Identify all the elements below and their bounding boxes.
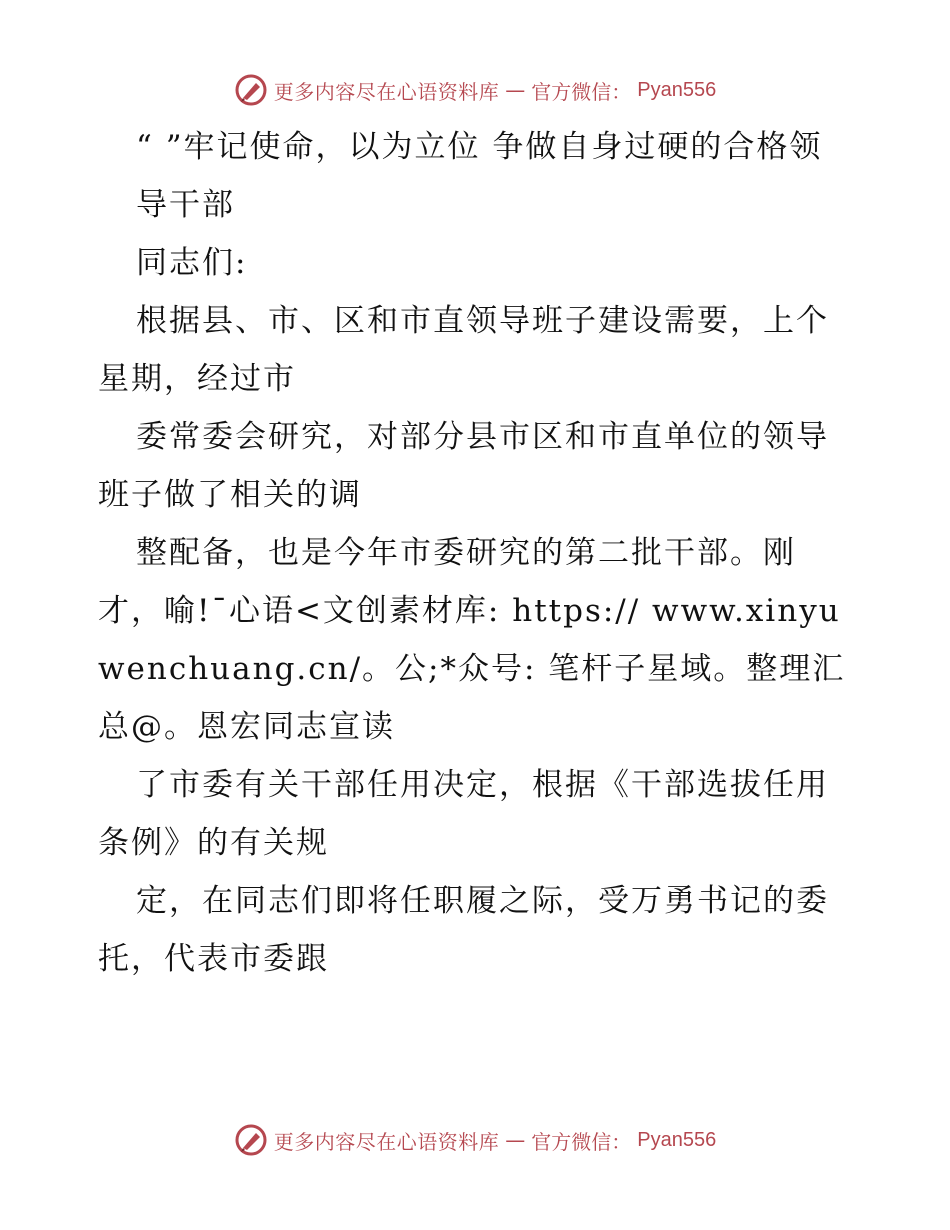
paragraph-body-2: 委常委会研究，对部分县市区和市直单位的领导班子做了相关的调 <box>98 419 829 513</box>
footer-banner <box>0 1120 950 1160</box>
document-body <box>98 118 858 988</box>
footer-dash: — <box>505 1128 526 1152</box>
footer-wechat-id: Pyan556 <box>637 1128 717 1151</box>
header-brand-text: 更多内容尽在心语资料库 <box>273 79 500 104</box>
paragraph-body-5: 定，在同志们即将任职履之际，受万勇书记的委托，代表市委跟 <box>98 883 829 977</box>
pen-logo-icon <box>234 73 268 107</box>
paragraph-title: “ ”牢记使命，以为立位 争做自身过硬的合格领 <box>136 129 823 165</box>
paragraph-body-1: 根据县、市、区和市直领导班子建设需要，上个星期，经过市 <box>98 303 829 397</box>
paragraph-body-4: 了市委有关干部任用决定，根据《干部选拔任用条例》的有关规 <box>98 767 829 861</box>
header-wechat-label: 官方微信： <box>531 79 632 104</box>
header-banner <box>0 70 950 110</box>
pen-logo-icon <box>234 1123 268 1157</box>
paragraph-title-cont: 导干部 <box>136 187 235 223</box>
footer-brand-text: 更多内容尽在心语资料库 <box>273 1129 500 1154</box>
header-dash: — <box>505 78 526 102</box>
header-wechat-id: Pyan556 <box>637 78 717 101</box>
footer-wechat-label: 官方微信： <box>531 1129 632 1154</box>
paragraph-salutation: 同志们: <box>136 245 248 281</box>
paragraph-body-3: 整配备，也是今年市委研究的第二批干部。刚才，喻!¯心语<文创素材库: https:// www.xinyuwenchuang.cn/。公;*众号: 笔杆子星域。整理汇总@。恩宏同志宣读 <box>98 535 846 745</box>
